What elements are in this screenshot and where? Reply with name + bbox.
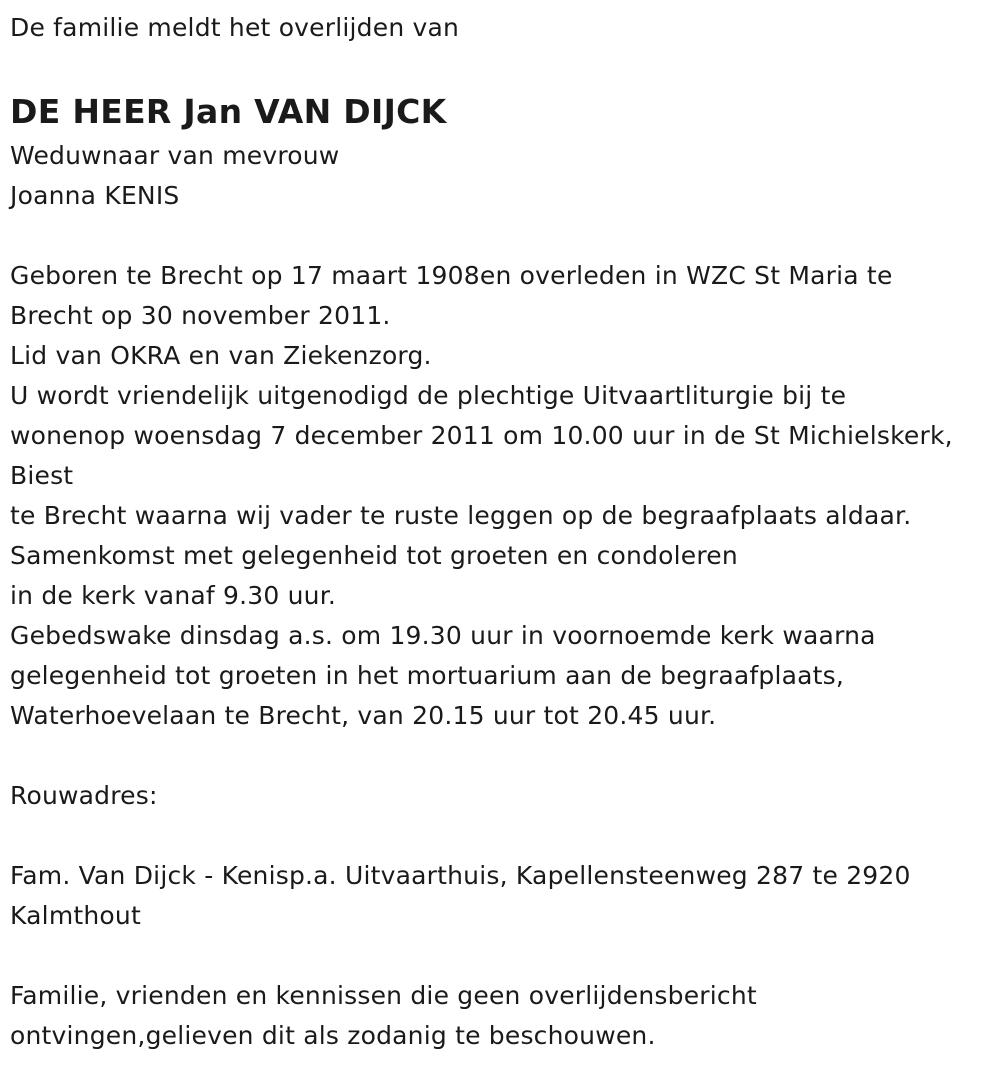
address-line: Kalmthout bbox=[10, 901, 141, 930]
closing-note bbox=[10, 976, 990, 1056]
spacer bbox=[10, 936, 990, 976]
body-line: Brecht op 30 november 2011. bbox=[10, 301, 391, 330]
address-line: Fam. Van Dijck - Kenisp.a. Uitvaarthuis, Kapellensteenweg 287 te 2920 bbox=[10, 861, 911, 890]
body-line: Lid van OKRA en van Ziekenzorg. bbox=[10, 341, 432, 370]
body-line: wonenop woensdag 7 december 2011 om 10.00 uur in de St Michielskerk, bbox=[10, 421, 953, 450]
body-line: U wordt vriendelijk uitgenodigd de plechtige Uitvaartliturgie bij te bbox=[10, 381, 847, 410]
spouse-name: Joanna KENIS bbox=[10, 181, 180, 210]
body-line: Gebedswake dinsdag a.s. om 19.30 uur in voornoemde kerk waarna bbox=[10, 621, 876, 650]
intro-text: De familie meldt het overlijden van bbox=[10, 13, 460, 42]
spacer bbox=[10, 216, 990, 256]
body-line: Waterhoevelaan te Brecht, van 20.15 uur tot 20.45 uur. bbox=[10, 701, 717, 730]
body-line: in de kerk vanaf 9.30 uur. bbox=[10, 581, 337, 610]
closing-line: ontvingen,gelieven dit als zodanig te beschouwen. bbox=[10, 1021, 656, 1050]
spouse-block bbox=[10, 136, 990, 216]
mourning-address bbox=[10, 856, 990, 936]
deceased-name: DE HEER Jan VAN DIJCK bbox=[10, 92, 447, 131]
mourning-address-label: Rouwadres: bbox=[10, 781, 158, 810]
body-line: te Brecht waarna wij vader te ruste leggen op de begraafplaats aldaar. bbox=[10, 501, 912, 530]
spacer bbox=[10, 736, 990, 776]
spacer bbox=[10, 816, 990, 856]
body-line: Samenkomst met gelegenheid tot groeten en condoleren bbox=[10, 541, 738, 570]
notice-body bbox=[10, 256, 990, 736]
body-line: Geboren te Brecht op 17 maart 1908en overleden in WZC St Maria te bbox=[10, 261, 893, 290]
spouse-line: Weduwnaar van mevrouw bbox=[10, 141, 340, 170]
body-line: gelegenheid tot groeten in het mortuarium aan de begraafplaats, bbox=[10, 661, 845, 690]
closing-line: Familie, vrienden en kennissen die geen overlijdensbericht bbox=[10, 981, 757, 1010]
body-line: Biest bbox=[10, 461, 74, 490]
